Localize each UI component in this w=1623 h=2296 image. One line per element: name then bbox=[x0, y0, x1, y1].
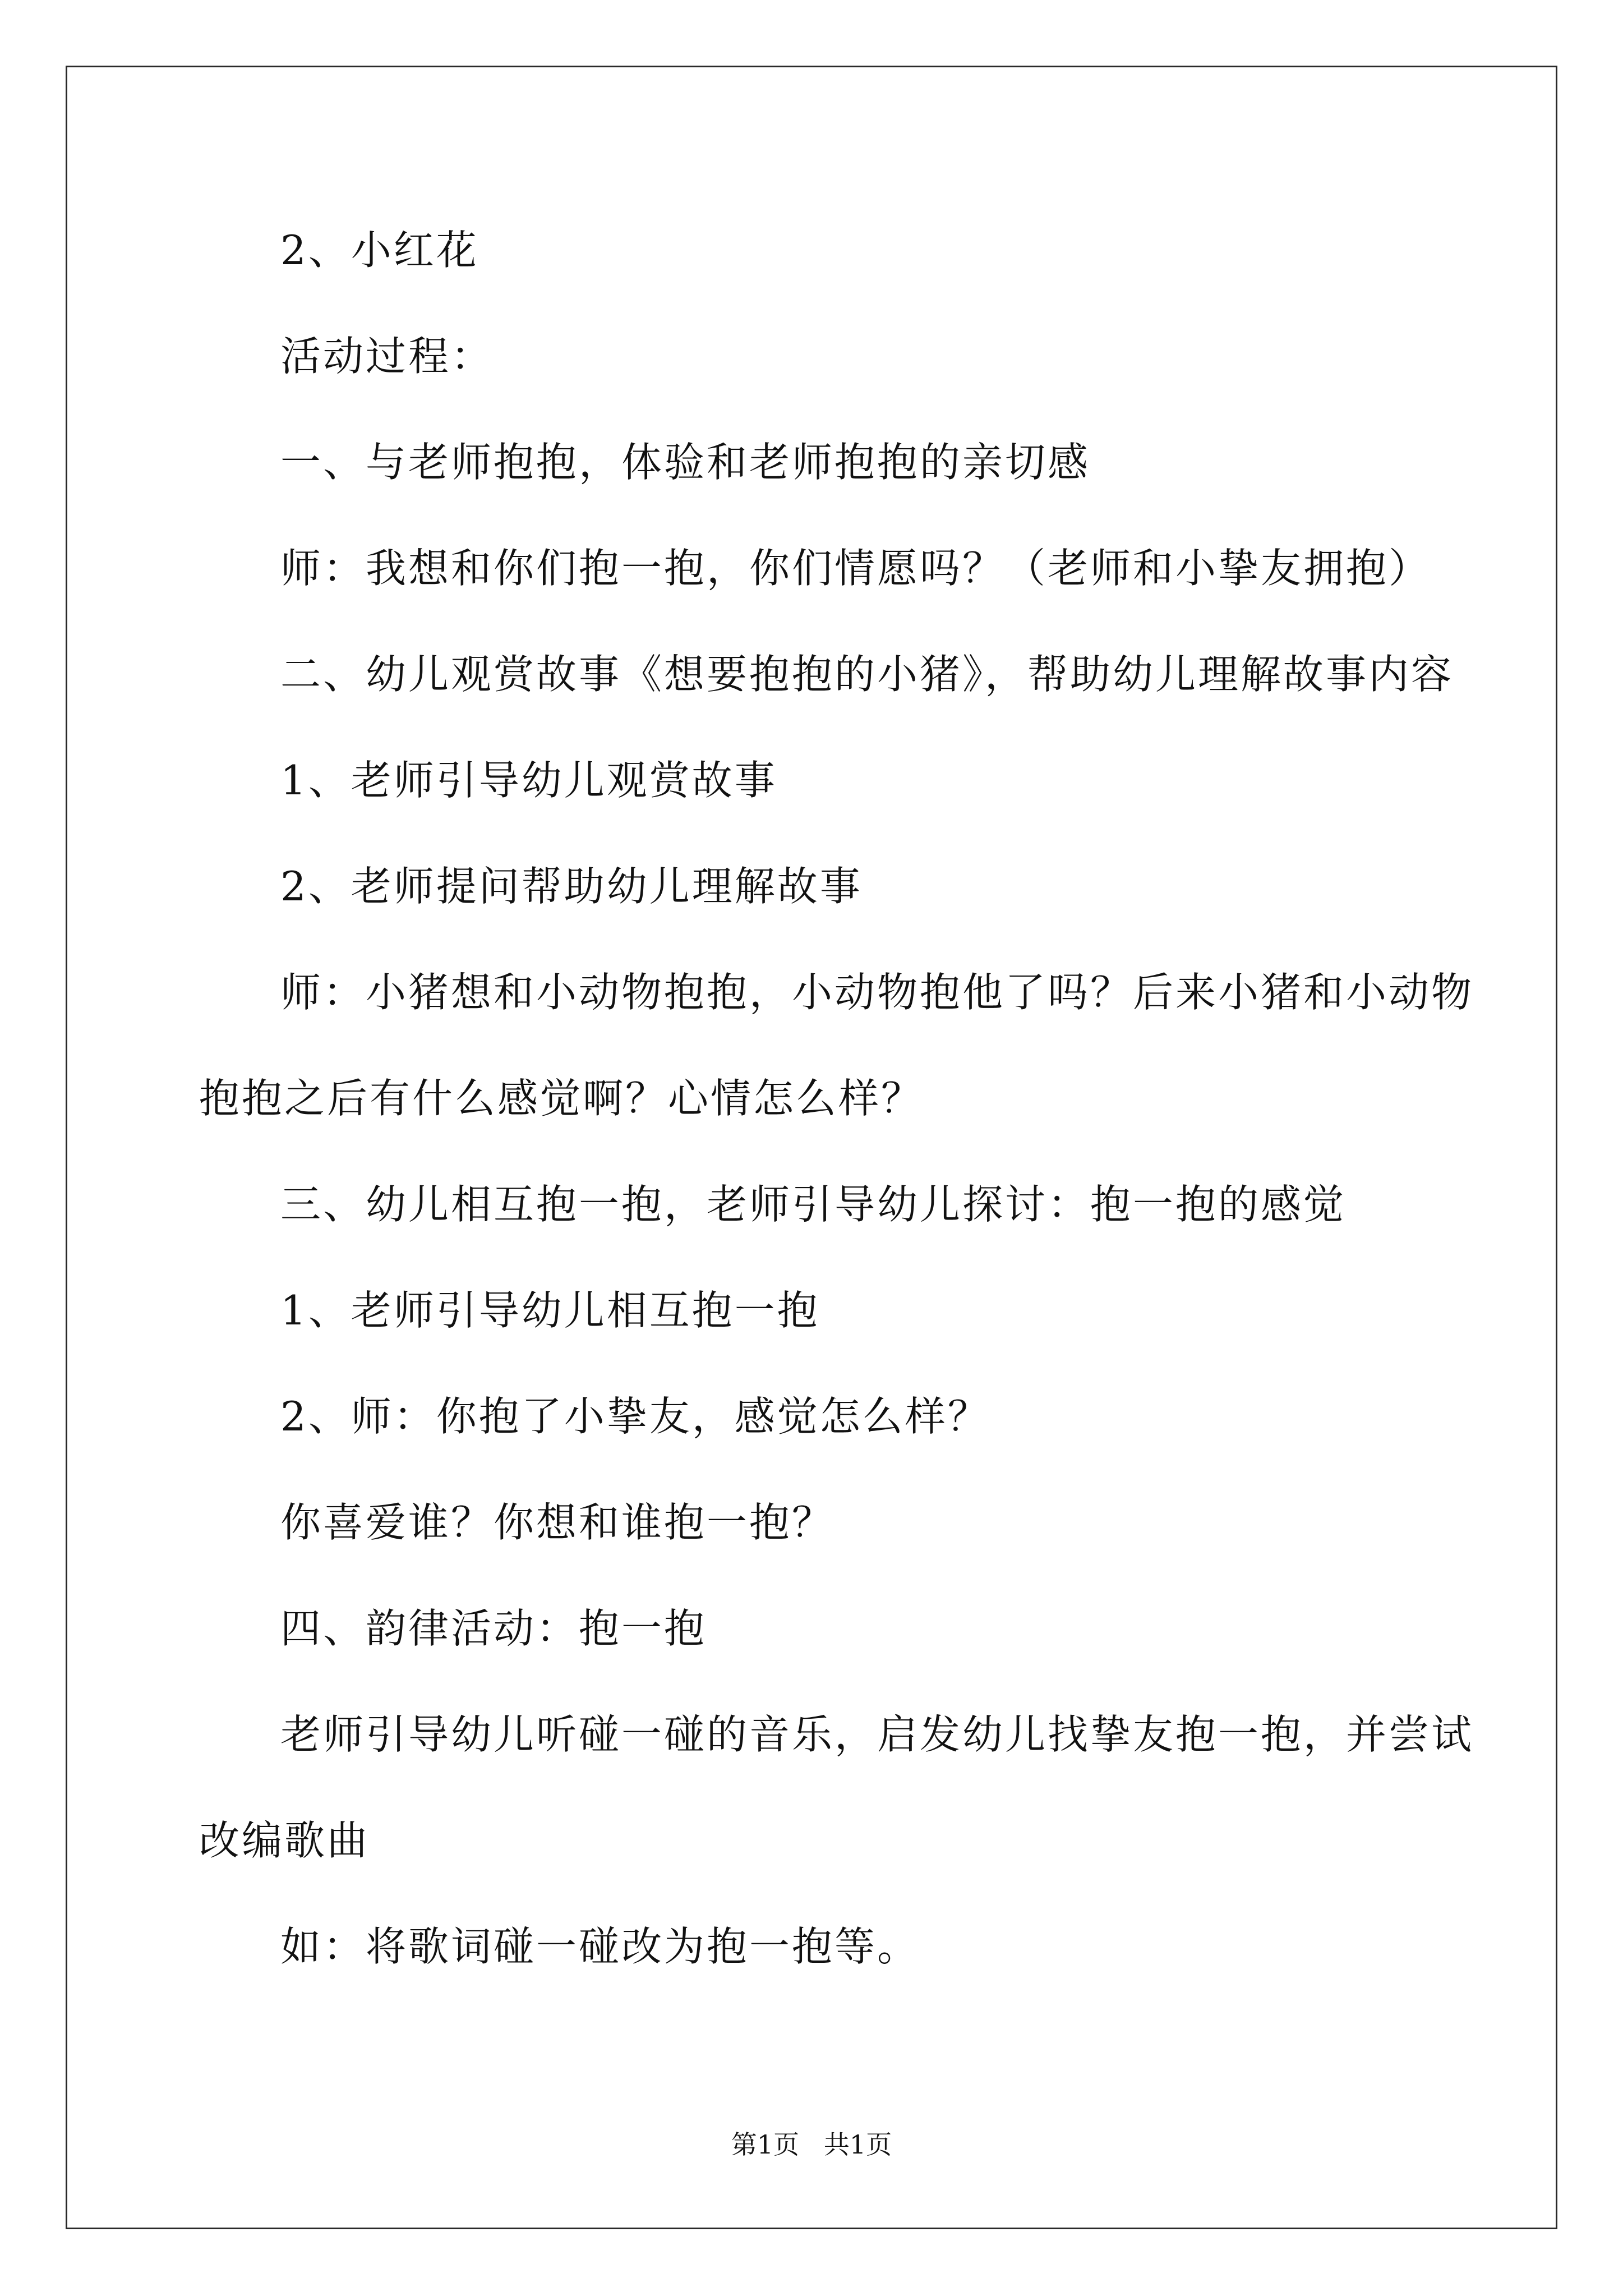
paragraph: 师：我想和你们抱一抱，你们情愿吗？（老师和小挚友拥抱） bbox=[280, 545, 1432, 592]
paragraph: 如：将歌词碰一碰改为抱一抱等。 bbox=[280, 1923, 920, 1970]
page-border bbox=[66, 66, 1557, 2229]
paragraph: 二、幼儿观赏故事《想要抱抱的小猪》，帮助幼儿理解故事内容 bbox=[280, 651, 1454, 698]
paragraph: 师：小猪想和小动物抱抱，小动物抱他了吗？后来小猪和小动物 bbox=[280, 969, 1474, 1016]
paragraph: 老师引导幼儿听碰一碰的音乐，启发幼儿找挚友抱一抱，并尝试 bbox=[280, 1711, 1474, 1758]
paragraph-continuation: 改编歌曲 bbox=[199, 1817, 370, 1864]
paragraph: 1、老师引导幼儿观赏故事 bbox=[280, 757, 777, 804]
paragraph: 2、老师提问帮助幼儿理解故事 bbox=[280, 863, 863, 910]
paragraph: 2、师：你抱了小挚友，感觉怎么样？ bbox=[280, 1393, 990, 1440]
paragraph: 三、幼儿相互抱一抱，老师引导幼儿探讨：抱一抱的感觉 bbox=[280, 1181, 1347, 1228]
paragraph: 你喜爱谁？你想和谁抱一抱？ bbox=[280, 1499, 835, 1546]
page-number-footer: 第1页 共1页 bbox=[731, 2129, 892, 2160]
paragraph: 一、与老师抱抱，体验和老师抱抱的亲切感 bbox=[280, 439, 1091, 486]
paragraph: 1、老师引导幼儿相互抱一抱 bbox=[280, 1287, 820, 1334]
paragraph: 四、韵律活动：抱一抱 bbox=[280, 1605, 707, 1652]
paragraph-continuation: 抱抱之后有什么感觉啊？心情怎么样？ bbox=[199, 1075, 924, 1122]
paragraph: 活动过程： bbox=[280, 333, 494, 380]
paragraph: 2、小红花 bbox=[280, 227, 479, 274]
